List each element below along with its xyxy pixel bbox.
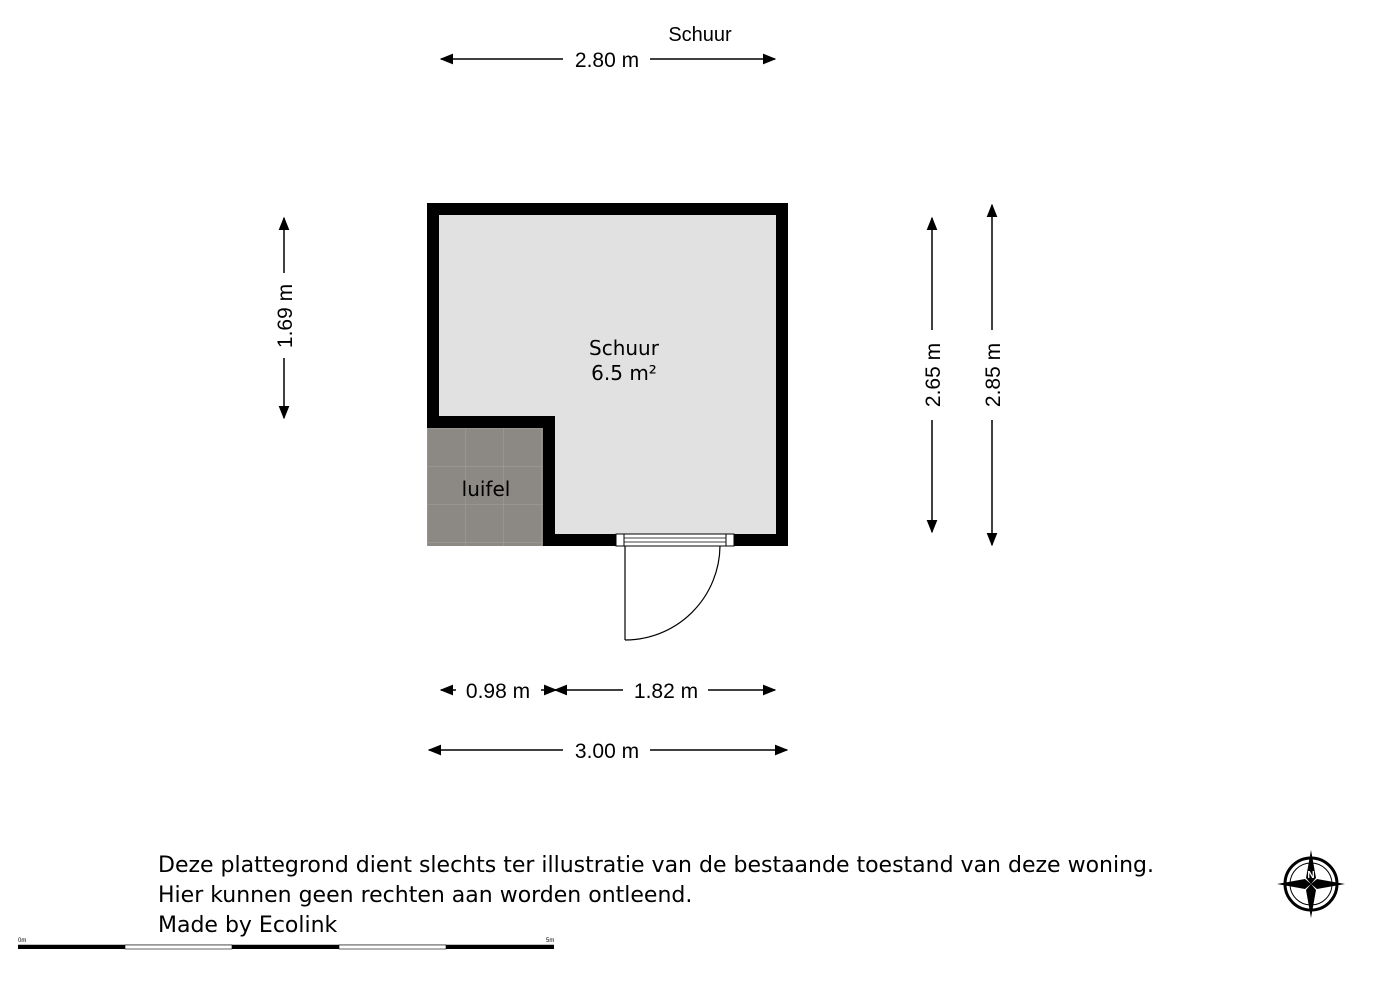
dimension-right-outer-height (982, 205, 1005, 545)
disclaimer-line-2: Hier kunnen geen rechten aan worden ontleend. (158, 883, 693, 908)
dimension-right-inner-height (922, 218, 945, 532)
plan-title: Schuur (668, 24, 732, 46)
disclaimer (158, 851, 1154, 941)
dimension-label: 3.00 m (574, 740, 640, 763)
compass-icon (1277, 850, 1345, 918)
dimension-top-width (441, 49, 775, 72)
dimension-bottom-total (429, 740, 787, 763)
dimension-left-height (274, 218, 297, 418)
dimension-label: 1.69 m (274, 283, 297, 349)
dimension-label: 2.85 m (982, 342, 1005, 408)
canopy-area (427, 428, 547, 546)
dimension-bottom-right (555, 680, 775, 703)
room-label-schuur: Schuur (589, 336, 659, 360)
scale-end-label: 5m (546, 938, 555, 944)
dimension-label: 1.82 m (633, 680, 699, 703)
compass-north-label: N (1307, 870, 1315, 881)
dimension-label: 2.65 m (922, 342, 945, 408)
dimension-label: 2.80 m (574, 49, 640, 72)
dimension-label: 0.98 m (465, 680, 531, 703)
room-area-schuur: 6.5 m² (591, 361, 657, 385)
door (616, 534, 734, 640)
dimension-bottom-left (441, 680, 556, 703)
scale-start-label: 0m (18, 938, 27, 944)
room-label-luifel: luifel (461, 477, 511, 501)
disclaimer-line-1: Deze plattegrond dient slechts ter illustratie van de bestaande toestand van deze woning. (158, 853, 1154, 878)
disclaimer-credit: Made by Ecolink (158, 913, 338, 938)
